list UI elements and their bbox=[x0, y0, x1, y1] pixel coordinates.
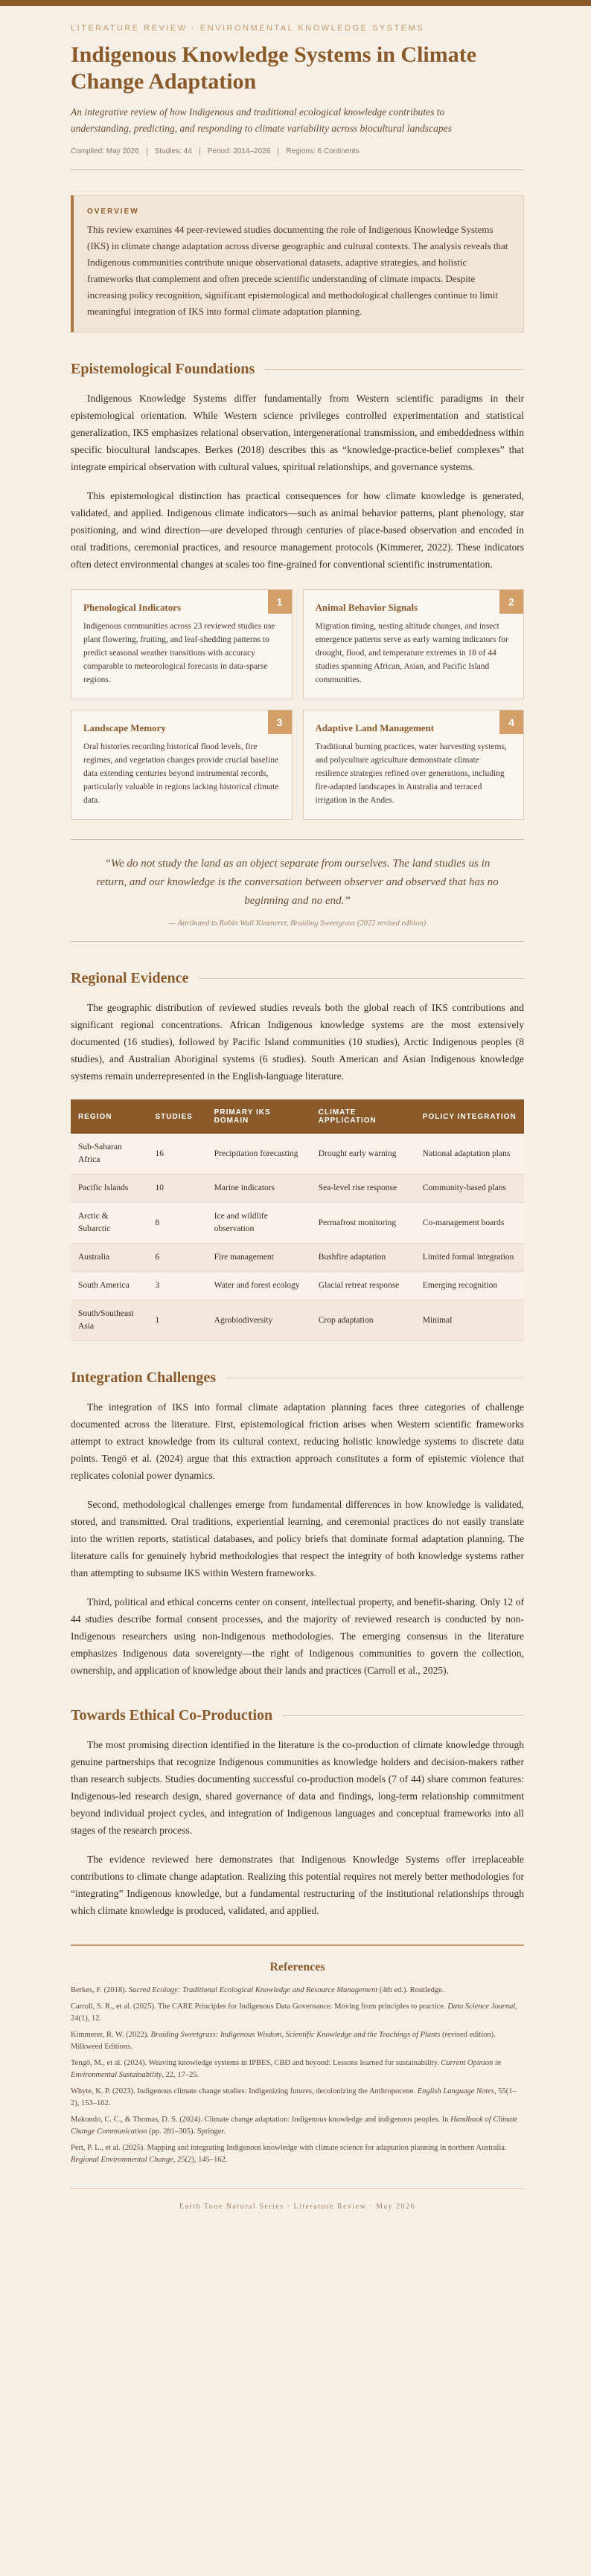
card-title: Animal Behavior Signals bbox=[315, 602, 418, 613]
table-cell: Permafrost monitoring bbox=[311, 1203, 415, 1244]
references-list bbox=[71, 1985, 524, 2166]
paragraph: This epistemological distinction has practical consequences for how climate knowledge is generated, validated, and applied. Indigenous climate indicators—such as animal behavior patterns, plant phenology, star positioning, and wind direction—are developed through centuries of place-based observation and encoded in oral traditions, ceremonial practices, and resource management protocols (Kimmerer, 2022). These indicators often detect environmental changes at scales too fine-grained for conventional scientific instrumentation. bbox=[71, 490, 524, 570]
indicator-card bbox=[303, 589, 525, 699]
ref-text: Berkes, F. (2018). bbox=[71, 1986, 129, 1994]
table-row bbox=[71, 1300, 524, 1341]
references-heading: References bbox=[71, 1944, 524, 1974]
ref-title: Current Opinion in Environmental Sustainability bbox=[71, 2059, 502, 2079]
reference-item bbox=[71, 2058, 524, 2081]
meta-compiled: Compiled: May 2026 bbox=[71, 147, 139, 155]
table-cell: 8 bbox=[148, 1203, 207, 1244]
section-heading-text: Regional Evidence bbox=[71, 970, 189, 986]
reference-item bbox=[71, 2001, 524, 2025]
card-title: Adaptive Land Management bbox=[315, 722, 435, 733]
table-cell: Emerging recognition bbox=[415, 1272, 524, 1300]
column-header: CLIMATE APPLICATION bbox=[311, 1099, 415, 1134]
page-title: Indigenous Knowledge Systems in Climate Change Adaptation bbox=[71, 42, 477, 94]
ref-title: Handbook of Climate Change Communication bbox=[71, 2116, 518, 2136]
reference-item bbox=[71, 2029, 524, 2053]
table-cell: Limited formal integration bbox=[415, 1244, 524, 1272]
card-number-badge: 3 bbox=[268, 710, 292, 734]
overview-text: This review examines 44 peer-reviewed studies documenting the role of Indigenous Knowledge Systems (IKS) in climate change adaptation across diverse geographic and cultural contexts. The analysis reveals that Indigenous communities contribute unique observational datasets, adaptive strategies, and holistic frameworks that complement and often precede scientific understanding of climate impacts. Despite increasing policy recognition, significant epistemological and methodological challenges continue to limit meaningful integration of IKS into formal climate adaptation planning. bbox=[87, 224, 508, 317]
ref-text: Whyte, K. P. (2023). Indigenous climate change studies: Indigenizing futures, decolonizing the Anthropocene. bbox=[71, 2087, 418, 2095]
table-cell: 3 bbox=[148, 1272, 207, 1300]
table-cell: South America bbox=[71, 1272, 148, 1300]
ref-title: English Language Notes bbox=[417, 2087, 494, 2095]
table-cell: National adaptation plans bbox=[415, 1134, 524, 1175]
table-cell: Precipitation forecasting bbox=[207, 1134, 311, 1175]
card-number-badge: 2 bbox=[499, 590, 523, 614]
ref-text: (pp. 281–305). Springer. bbox=[147, 2127, 226, 2136]
header-divider bbox=[71, 169, 524, 170]
column-header: PRIMARY IKS DOMAIN bbox=[207, 1099, 311, 1134]
heading-rule bbox=[283, 1715, 524, 1716]
paragraph: Indigenous Knowledge Systems differ fundamentally from Western scientific paradigms in their epistemological orientation. While Western science privileges controlled experimentation and statistical generalization, IKS emphasizes relational observation, intergenerational transmission, and embeddedness within specific biocultural landscapes. Berkes (2018) describes this as “knowledge-practice-belief complexes” that integrate empirical observation with cultural values, spiritual relationships, and governance systems. bbox=[71, 393, 524, 472]
indicator-cards bbox=[71, 589, 524, 820]
section-heading-epistemological bbox=[71, 361, 524, 378]
card-number-badge: 4 bbox=[499, 710, 523, 734]
meta-row bbox=[71, 147, 524, 155]
table-cell: 10 bbox=[148, 1175, 207, 1203]
reference-item bbox=[71, 1985, 524, 1997]
table-cell: Community-based plans bbox=[415, 1175, 524, 1203]
page-footer: Earth Tone Natural Series · Literature Review · May 2026 bbox=[71, 2188, 524, 2211]
table-row bbox=[71, 1244, 524, 1272]
ref-text: , 24(1), 12. bbox=[71, 2002, 517, 2023]
table-cell: Pacific Islands bbox=[71, 1175, 148, 1203]
table-row bbox=[71, 1203, 524, 1244]
reference-item bbox=[71, 2086, 524, 2110]
table-cell: Water and forest ecology bbox=[207, 1272, 311, 1300]
table-cell: Agrobiodiversity bbox=[207, 1300, 311, 1341]
table-cell: South/Southeast Asia bbox=[71, 1300, 148, 1341]
table-cell: Ice and wildlife observation bbox=[207, 1203, 311, 1244]
regional-table bbox=[71, 1099, 524, 1341]
indicator-card bbox=[71, 710, 293, 820]
paragraph: Third, political and ethical concerns center on consent, intellectual property, and benefit-sharing. Only 12 of 44 studies describe formal consent processes, and the majority of reviewed research is conducted by non-Indigenous researchers using non-Indigenous methodologies. The emerging consensus in the literature emphasizes Indigenous data sovereignty—the right of Indigenous communities to govern the collection, ownership, and application of knowledge about their lands and practices (Carroll et al., 2025). bbox=[71, 1596, 524, 1676]
ref-title: Sacred Ecology: Traditional Ecological Knowledge and Resource Management bbox=[128, 1986, 378, 1994]
meta-period: Period: 2014–2026 bbox=[199, 147, 278, 155]
ref-text: Kimmerer, R. W. (2022). bbox=[71, 2031, 151, 2039]
ref-title: Regional Environmental Change bbox=[71, 2156, 173, 2164]
card-text: Oral histories recording historical flood levels, fire regimes, and vegetation changes provide crucial baseline data extending centuries beyond instrumental records, particularly valuable in regions lacking historical climate data. bbox=[83, 742, 279, 805]
paragraph: The evidence reviewed here demonstrates that Indigenous Knowledge Systems offer irreplaceable contributions to climate change adaptation. Realizing this potential requires not merely better methodologies for “integrating” Indigenous knowledge, but a fundamental restructuring of the institutional relationships through which climate knowledge is produced, validated, and applied. bbox=[71, 1854, 524, 1916]
table-header-row bbox=[71, 1099, 524, 1134]
card-title: Landscape Memory bbox=[83, 722, 166, 733]
table-cell: Fire management bbox=[207, 1244, 311, 1272]
table-cell: Crop adaptation bbox=[311, 1300, 415, 1341]
ref-text: Carroll, S. R., et al. (2025). The CARE Principles for Indigenous Data Governance: Moving from principles to practice. bbox=[71, 2002, 448, 2011]
overview-label: OVERVIEW bbox=[87, 208, 139, 216]
pull-quote bbox=[71, 839, 524, 942]
paragraph: The geographic distribution of reviewed studies reveals both the global reach of IKS contributions and significant regional concentrations. African Indigenous knowledge systems are the most extensively documented (16 studies), followed by Pacific Island communities (10 studies), Arctic Indigenous peoples (8 studies), and Australian Aboriginal systems (6 studies). South American and Asian Indigenous knowledge systems remain underrepresented in the English-language literature. bbox=[71, 1002, 524, 1082]
table-cell: Sub-Saharan Africa bbox=[71, 1134, 148, 1175]
ref-text: , 55(1–2), 153–162. bbox=[71, 2087, 517, 2107]
table-cell: Bushfire adaptation bbox=[311, 1244, 415, 1272]
card-text: Traditional burning practices, water harvesting systems, and polyculture agriculture demonstrate climate resilience strategies refined over generations, including fire-adapted landscapes in Australia and terraced irrigation in the Andes. bbox=[315, 742, 507, 805]
table-cell: Minimal bbox=[415, 1300, 524, 1341]
quote-text: “We do not study the land as an object separate from ourselves. The land studies us in return, and our knowledge is the conversation between observer and observed that has no beginning and no end.” bbox=[96, 858, 499, 907]
ref-text: , 25(2), 145–162. bbox=[173, 2156, 228, 2164]
section-heading-text: Epistemological Foundations bbox=[71, 361, 255, 377]
table-cell: 1 bbox=[148, 1300, 207, 1341]
table-cell: Glacial retreat response bbox=[311, 1272, 415, 1300]
section-heading-regional bbox=[71, 970, 524, 987]
table-cell: Co-management boards bbox=[415, 1203, 524, 1244]
table-cell: Sea-level rise response bbox=[311, 1175, 415, 1203]
ref-text: Pert, P. L., et al. (2025). Mapping and integrating Indigenous knowledge with climate science for adaptation planning in northern Australia. bbox=[71, 2144, 507, 2152]
paragraph: Second, methodological challenges emerge from fundamental differences in how knowledge is validated, stored, and transmitted. Oral traditions, experiential learning, and ceremonial practices do not easily translate into the written reports, statistical databases, and policy briefs that dominate formal adaptation planning. The literature calls for genuinely hybrid methodologies that respect the integrity of both knowledge systems rather than attempting to subsume IKS within Western frameworks. bbox=[71, 1499, 524, 1578]
table-cell: 6 bbox=[148, 1244, 207, 1272]
card-number-badge: 1 bbox=[268, 590, 292, 614]
card-text: Indigenous communities across 23 reviewed studies use plant flowering, fruiting, and leaf-shedding patterns to predict seasonal weather transitions with accuracy comparable to meteorological forecasts in data-sparse regions. bbox=[83, 622, 275, 684]
ref-text: Tengö, M., et al. (2024). Weaving knowledge systems in IPBES, CBD and beyond: Lessons learned for sustainability. bbox=[71, 2059, 441, 2067]
quote-attribution: — Attributed to Robin Wall Kimmerer, Braiding Sweetgrass (2022 revised edition) bbox=[168, 919, 427, 928]
section-heading-ethical bbox=[71, 1707, 524, 1724]
ref-text: , 22, 17–25. bbox=[162, 2071, 199, 2079]
table-cell: Arctic & Subarctic bbox=[71, 1203, 148, 1244]
paragraph: The integration of IKS into formal climate adaptation planning faces three categories of challenge documented across the literature. First, epistemological friction arises when Western scientific frameworks attempt to extract knowledge from its cultural context, reducing holistic knowledge systems to discrete data points. Tengö et al. (2024) argue that this extraction approach constitutes a form of epistemic violence that replicates colonial power dynamics. bbox=[71, 1401, 524, 1481]
column-header: REGION bbox=[71, 1099, 148, 1134]
top-accent-bar bbox=[0, 0, 591, 6]
section-heading-text: Towards Ethical Co-Production bbox=[71, 1707, 273, 1724]
indicator-card bbox=[71, 589, 293, 699]
column-header: POLICY INTEGRATION bbox=[415, 1099, 524, 1134]
ref-title: Data Science Journal bbox=[447, 2002, 516, 2011]
eyebrow-label: LITERATURE REVIEW · ENVIRONMENTAL KNOWLEDGE SYSTEMS bbox=[71, 24, 425, 33]
table-row bbox=[71, 1175, 524, 1203]
meta-studies: Studies: 44 bbox=[147, 147, 199, 155]
table-cell: Marine indicators bbox=[207, 1175, 311, 1203]
paragraph: The most promising direction identified in the literature is the co-production of climate knowledge through genuine partnerships that recognize Indigenous communities as knowledge holders and decision-makers rather than research subjects. Studies documenting successful co-production models (7 of 44) share common features: Indigenous-led research design, shared governance of data and findings, long-term relationship commitment beyond individual project cycles, and integration of Indigenous languages and conceptual frameworks into all stages of the research process. bbox=[71, 1739, 524, 1836]
meta-regions: Regions: 6 Continents bbox=[278, 147, 366, 155]
table-cell: Australia bbox=[71, 1244, 148, 1272]
indicator-card bbox=[303, 710, 525, 820]
table-cell: 16 bbox=[148, 1134, 207, 1175]
ref-text: (revised edition). Milkweed Editions. bbox=[71, 2031, 496, 2051]
document-page bbox=[0, 24, 591, 2241]
ref-text: Makondo, C. C., & Thomas, D. S. (2024). Climate change adaptation: Indigenous knowledge and indigenous peoples. In bbox=[71, 2116, 451, 2124]
page-subtitle: An integrative review of how Indigenous and traditional ecological knowledge contributes to understanding, predicting, and responding to climate variability across biocultural landscapes bbox=[71, 106, 452, 134]
card-title: Phenological Indicators bbox=[83, 602, 182, 613]
heading-rule bbox=[265, 369, 524, 370]
reference-item bbox=[71, 2114, 524, 2138]
table-cell: Drought early warning bbox=[311, 1134, 415, 1175]
table-row bbox=[71, 1272, 524, 1300]
section-heading-text: Integration Challenges bbox=[71, 1369, 216, 1386]
overview-box bbox=[71, 195, 524, 333]
heading-rule bbox=[199, 978, 524, 979]
table-row bbox=[71, 1134, 524, 1175]
reference-item bbox=[71, 2142, 524, 2166]
ref-title: Braiding Sweetgrass: Indigenous Wisdom, Scientific Knowledge and the Teachings of Plants bbox=[150, 2031, 441, 2039]
section-heading-integration bbox=[71, 1369, 524, 1387]
ref-text: (4th ed.). Routledge. bbox=[377, 1986, 444, 1994]
column-header: STUDIES bbox=[148, 1099, 207, 1134]
card-text: Migration timing, nesting altitude changes, and insect emergence patterns serve as early warning indicators for drought, flood, and temperature extremes in 18 of 44 studies spanning African, Asian, and Pacific Island communities. bbox=[315, 622, 508, 684]
